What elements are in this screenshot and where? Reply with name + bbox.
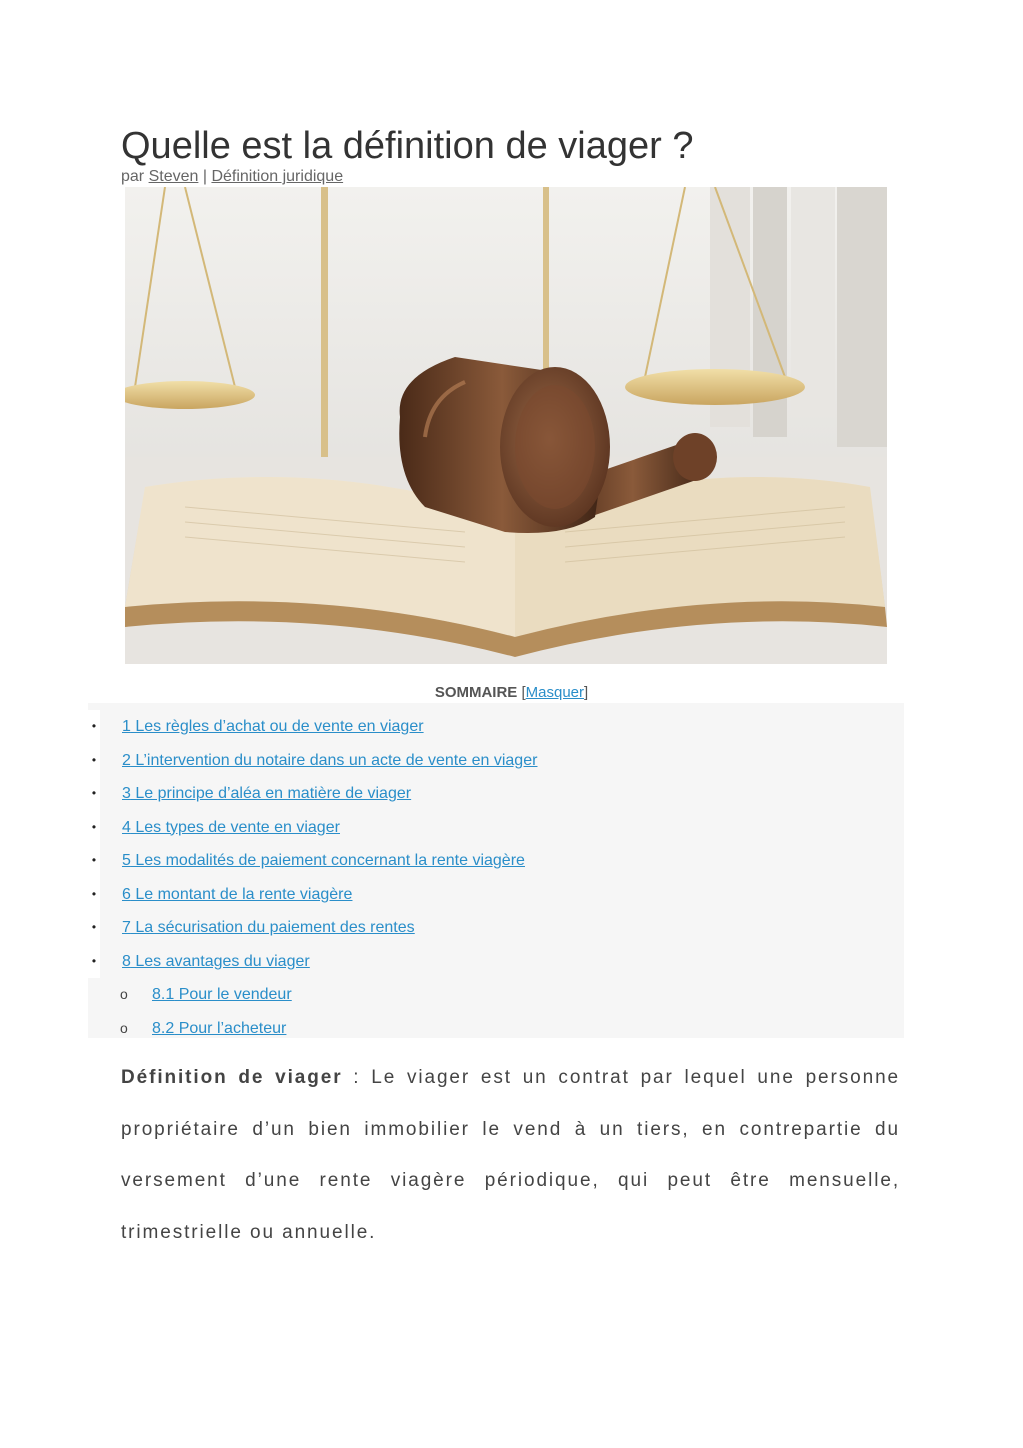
toc-link[interactable]: 1 Les règles d’achat ou de vente en viager [122,718,424,735]
toc-link[interactable]: 2 L’intervention du notaire dans un acte de vente en viager [122,751,538,769]
bullet-icon: • [88,878,100,912]
author-link[interactable]: Steven [148,168,199,185]
hero-image [125,187,887,664]
bullet-icon: • [88,710,100,744]
byline-separator: | [202,168,207,185]
bullet-icon: • [88,911,100,945]
toc-toggle-open-bracket: [ [521,684,526,701]
gavel-book-illustration [125,187,887,664]
category-link[interactable]: Définition juridique [211,168,344,185]
toc-link[interactable]: 3 Le principe d’aléa en matière de viager [122,785,412,802]
byline-prefix: par [121,168,145,185]
sub-bullet-icon: o [120,1019,128,1036]
toc-toggle-link[interactable]: Masquer [525,684,585,701]
bullet-icon: • [88,945,100,979]
bullet-icon: • [88,844,100,878]
toc-link[interactable]: 7 La sécurisation du paiement des rentes [122,919,415,936]
toc-link[interactable]: 5 Les modalités de paiement concernant la rente viagère [122,852,525,869]
toc-link[interactable]: 8 Les avantages du viager [122,952,310,970]
toc-link[interactable]: 4 Les types de vente en viager [122,818,340,836]
sub-bullet-icon: o [120,986,128,1002]
definition-text: : Le viager est un contrat par lequel une personne propriétaire d’un bien immobilier le vend à un tiers, en contrepartie du versement d’une rente viagère périodique, qui peut être mensuelle, trimestrielle ou annuelle. [121,1067,901,1243]
toc-link[interactable]: 6 Le montant de la rente viagère [122,885,353,903]
bullet-icon: • [88,777,100,811]
toc-sublink[interactable]: 8.1 Pour le vendeur [152,986,292,1003]
definition-paragraph [121,1052,900,1258]
page-title: Quelle est la définition de viager ? [121,125,694,167]
toc-heading: SOMMAIRE [434,684,518,701]
toc-toggle-close-bracket: ] [584,684,589,701]
bullet-icon: • [88,744,100,778]
definition-term: Définition de viager [121,1067,343,1088]
byline [121,166,343,188]
toc-sublink[interactable]: 8.2 Pour l’acheteur [152,1019,287,1037]
toc-header [0,683,1023,703]
bullet-icon: • [88,811,100,845]
